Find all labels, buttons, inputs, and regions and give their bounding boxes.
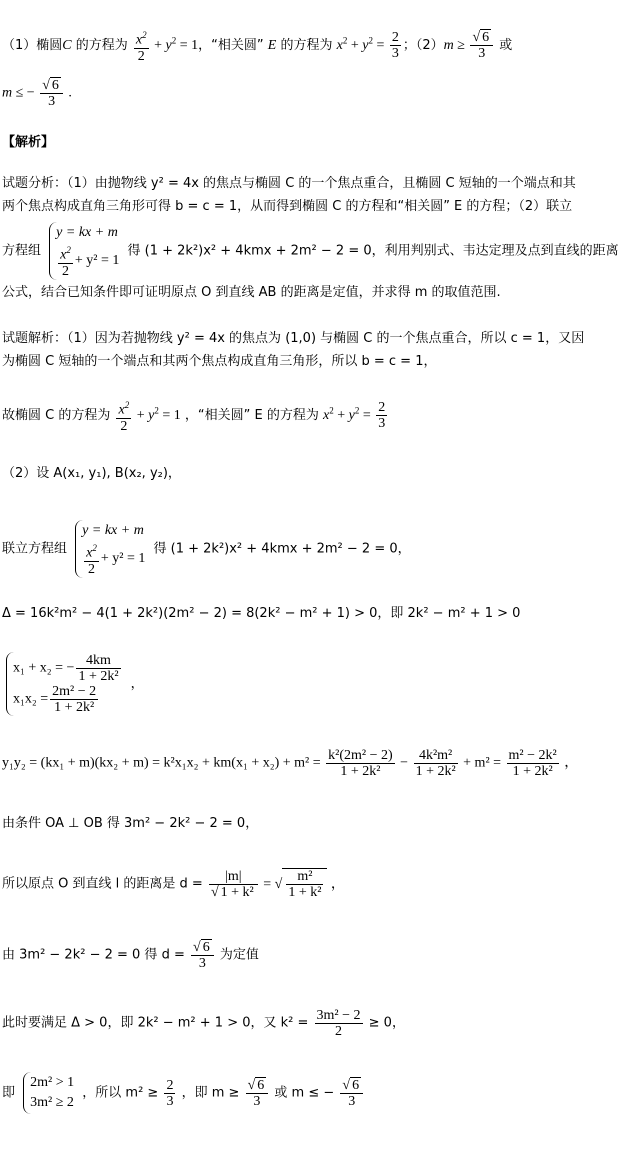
analysis-line-1: 试题分析：（1）由抛物线 y² = 4x 的焦点与椭圆 C 的一个焦点重合，且椭圆 C 短轴的一个端点和其 <box>2 176 576 191</box>
answer-line-2: m ≤ − $\frac{√ 6}{3}$ . <box>2 78 72 109</box>
analysis-line-4: 公式，结合已知条件即可证明原点 O 到直线 AB 的距离是定值，并求得 m 的取值范围. <box>2 285 501 300</box>
answer-p1-rel2: 的方程为 <box>276 38 337 54</box>
analysis-line-3a: 方程组 <box>2 243 42 259</box>
solution-line-3: 故椭圆 C 的方程为 $\frac{x^2}{2}$ + $y^2 = 1$ ，“相关圆” E 的方程为 $x^2 + y^2$ = $\frac{2}{3}$ <box>2 400 386 434</box>
solution-line-2: 为椭圆 C 短轴的一个端点和其两个焦点构成直角三角形，所以 b = c = 1， <box>2 354 437 369</box>
analysis-line-2: 两个焦点构成直角三角形可得 b = c = 1，从而得到椭圆 C 的方程和“相关圆” E 的方程；（2）联立 <box>2 199 573 214</box>
analysis-line-3b: 得 (1 + 2k²)x² + 4kmx + 2m² − 2 = 0，利用判别式、韦达定理及点到直线的距离 <box>127 243 619 259</box>
answer-p2-label: ；（2） <box>402 38 444 54</box>
solution-line-11: 由 3m² − 2k² − 2 = 0 得 d = $\frac{√ 6}{3}$ 为定值 <box>2 940 259 971</box>
solution-line-4: （2）设 A(x₁, y₁), B(x₂, y₂)， <box>2 466 181 481</box>
answer-p1-mid: 的方程为 <box>71 38 132 54</box>
analysis-heading: 【解析】 <box>2 135 55 150</box>
solution-line-10: 所以原点 O 到直线 l 的距离是 d = $\frac{|m|}{\text{√ 1 + k²}}$ = √ $\frac{\text{m²}}{\text{1 + k²}}$ ， <box>2 869 345 900</box>
solution-line-12: 此时要满足 Δ > 0，即 2k² − m² + 1 > 0，又 k² = $\frac{\text{3m² − 2}}{2}$ ≥ 0， <box>2 1008 405 1039</box>
solution-line-13: 即 2m² > 1 3m² ≥ 2 ，所以 m² ≥ $\frac{2}{3}$ ，即 m ≥ $\frac{√ 6}{3}$ 或 m ≤ − $\frac{√ 6}{3}$ <box>2 1072 365 1114</box>
solution-line-8: y₁y₂ = (kx₁ + m)(kx₂ + m) = k²x₁x₂ + km(x₁ + x₂) + m² = $\frac{\text{k²(2m² − 2)}}{\text{1 + 2k²}}$ − $\frac{\text{4k²m²}}{\text{1 + 2k²}}$ + m² = $\frac{\text{m² − 2k²}}{\text{1 + 2k²}}$ ， <box>2 748 579 779</box>
answer-line-1: （1）椭圆C 的方程为 $\frac{x^2}{2}$ + $y^2 = 1$，“相关圆” E 的方程为 $x^2 + y^2$ = $\frac{2}{3}$ ；（2）m ≥ $\frac{√ 6}{3}$ 或 <box>2 30 513 64</box>
equation-system-2: y = kx + m $\frac{x^2}{2}$ + y² = 1 <box>75 520 145 578</box>
equation-system: y = kx + m $\frac{x^2}{2}$ + y² = 1 <box>49 222 119 280</box>
solution-line-9: 由条件 OA ⊥ OB 得 3m² − 2k² − 2 = 0， <box>2 816 259 831</box>
solution-line-6: Δ = 16k²m² − 4(1 + 2k²)(2m² − 2) = 8(2k² − m² + 1) > 0，即 2k² − m² + 1 > 0 <box>2 606 521 621</box>
answer-or: 或 <box>499 38 513 54</box>
solution-line-1: 试题解析：（1）因为若抛物线 y² = 4x 的焦点为 (1,0) 与椭圆 C 的一个焦点重合，所以 c = 1，又因 <box>2 331 585 346</box>
solution-line-5: 联立方程组 y = kx + m $\frac{x^2}{2}$ + y² = 1 得 (1 + 2k²)x² + 4kmx + 2m² − 2 = 0， <box>2 520 411 578</box>
answer-p1-label: （1）椭圆 <box>2 38 63 54</box>
answer-p1-rel: ，“相关圆” <box>198 38 264 54</box>
analysis-line-3 <box>2 222 619 280</box>
vieta-system: x₁ + x₂ = − $\frac{4km}{\text{1 + 2k²}}$ x₁x₂ = $\frac{\text{2m² − 2}}{\text{1 + 2k²}}$ ， <box>2 652 144 716</box>
